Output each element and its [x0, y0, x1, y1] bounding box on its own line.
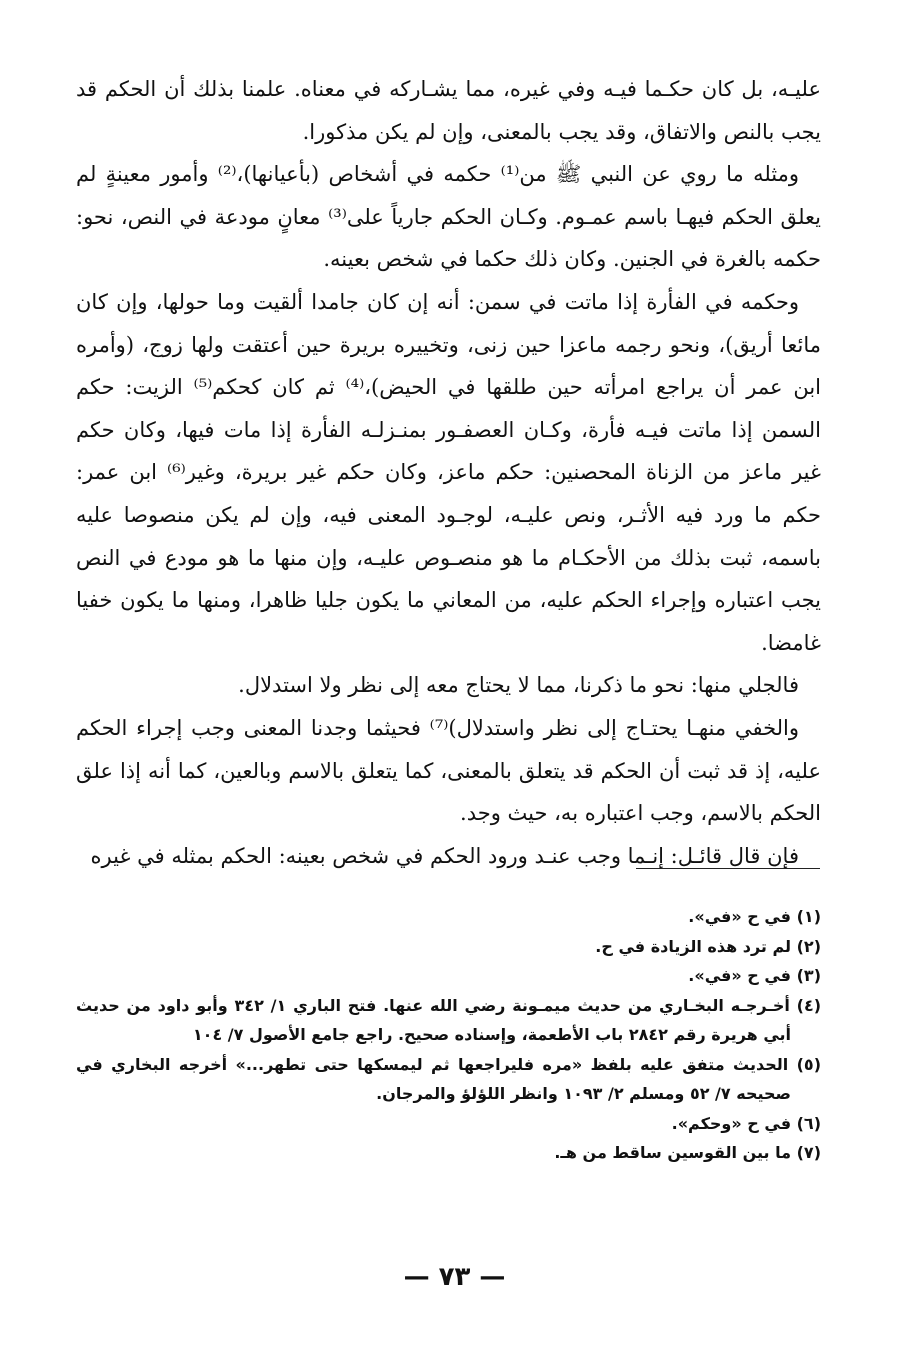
- footnote-3: (٣) في ح «في».: [688, 966, 821, 985]
- footnote-6: (٦) في ح «وحكم».: [671, 1113, 821, 1133]
- footnote-separator: [636, 868, 820, 869]
- footnote-4: (٤) أخـرجـه البخـاري من حديث ميمـونة رضي الله عنها. فتح الباري ١/ ٣٤٢ وأبو داود من حديث أبي هريرة رقم ٢٨٤٢ باب الأطعمة، وإسناده صحيح. راجع جامع الأصول ٧/ ١٠٤: [76, 995, 822, 1044]
- paragraph-2: ومثله ما روي عن النبي ﷺ من⁽¹⁾ حكمه في أشخاص (بأعيانها)،⁽²⁾ وأمور معينةٍ لم يعلق الحكم فيهـا باسم عمـوم. وكـان الحكم جارياً على⁽³⁾ معانٍ مودعة في النص، نحو: حكمه بالغرة في الجنين. وكان ذلك حكما في شخص بعينه.: [76, 162, 821, 272]
- footnote-2: (٢) لم ترد هذه الزيادة في ح.: [595, 936, 821, 956]
- footnote-1: (١) في ح «في».: [688, 907, 821, 926]
- footnote-7: (٧) ما بين القوسين ساقط من هـ.: [554, 1143, 821, 1162]
- page-number: — ٧٣ —: [403, 1262, 506, 1292]
- paragraph-3: وحكمه في الفأرة إذا ماتت في سمن: أنه إن كان جامدا ألقيت وما حولها، وإن كان مائعا أريق)، ونحو رجمه ماعزا حين زنى، وتخييره بريرة حين أعتقت ولها زوج، (وأمره ابن عمر أن يراجع امرأته حين طلقها في الحيض)،⁽⁴⁾ ثم كان كحكم⁽⁵⁾ الزيت: حكم السمن إذا ماتت فيـه فأرة، وكـان العصفـور بمنـزلـه الفأرة إذا مات فيها، وكان حكم غير ماعز من الزناة المحصنين: حكم ماعز، وكان حكم غير بريرة، وغير⁽⁶⁾ ابن عمر: حكم ما ورد فيه الأثـر، ونص عليـه، لوجـود المعنى فيه، وإن لم يكن منصوصا عليه باسمه، ثبت بذلك من الأحكـام ما هو منصـوص عليـه، وإن منها ما هو مودع في النص يجب اعتباره وإجراء الحكم عليه، من المعاني ما يكون جليا ظاهرا، ومنها ما يكون خفيا غامضا.: [76, 289, 821, 655]
- paragraph-4: فالجلي منها: نحو ما ذكرنا، مما لا يحتاج معه إلى نظر ولا استدلال.: [238, 673, 799, 698]
- paragraph-1: عليـه، بل كان حكـما فيـه وفي غيره، مما يشـاركه في معناه. علمنا بذلك أن الحكم قد يجب بالنص والاتفاق، وقد يجب بالمعنى، وإن لم يكن مذكورا.: [76, 77, 821, 144]
- main-text: [76, 68, 821, 877]
- paragraph-5: والخفي منهـا يحتـاج إلى نظر واستدلال)⁽⁷⁾ فحيثما وجدنا المعنى وجب إجراء الحكم عليه، إذ قد ثبت أن الحكم قد يتعلق بالمعنى، كما يتعلق بالاسم وبالعين، كما أنه إذا علق الحكم بالاسم، وجب اعتباره به، حيث وجد.: [76, 715, 821, 826]
- footnote-5: (٥) الحديث متفق عليه بلفظ «مره فليراجعها ثم ليمسكها حتى تطهر...» أخرجه البخاري في صحيحه ٧/ ٥٢ ومسلم ٢/ ١٠٩٣ وانظر اللؤلؤ والمرجان.: [76, 1054, 821, 1103]
- footnotes: [76, 902, 821, 1168]
- paragraph-6: فإن قال قائـل: إنـما وجب عنـد ورود الحكم في شخص بعينه: الحكم بمثله في غيره: [90, 843, 799, 868]
